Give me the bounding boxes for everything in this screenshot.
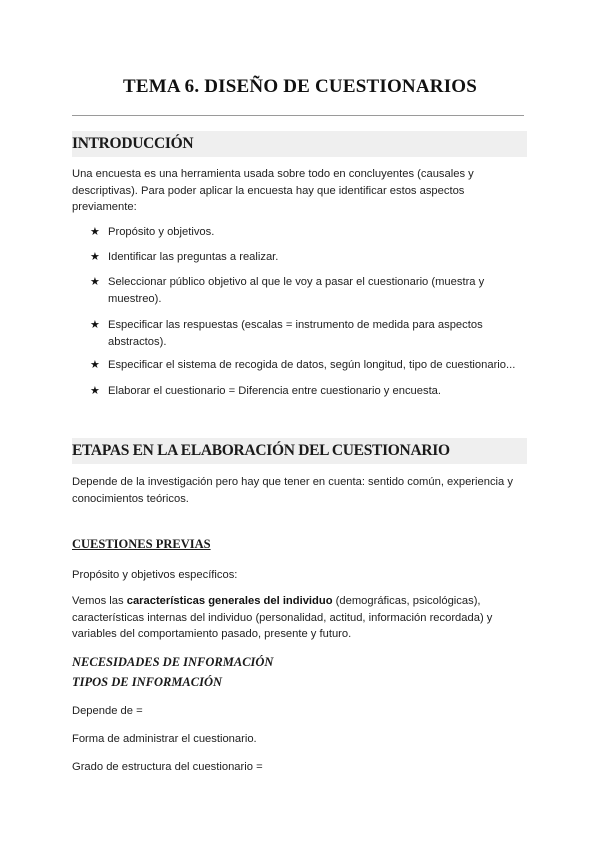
list-item: Elaborar el cuestionario = Diferencia entre cuestionario y encuesta. [108,385,442,397]
star-bullet-icon: ★ [90,226,100,238]
intro-paragraph: Una encuesta es una herramienta usada sobre todo en concluyentes (causales y descriptivas). Para poder aplicar la encuesta hay que identificar estos aspectos previamente: [72,168,474,213]
forma-administrar-line: Forma de administrar el cuestionario. [72,733,257,745]
tipos-heading: TIPOS DE INFORMACIÓN [72,675,223,689]
etapas-heading: ETAPAS EN LA ELABORACIÓN DEL CUESTIONARIO [72,442,450,459]
star-bullet-icon: ★ [90,276,100,288]
necesidades-heading: NECESIDADES DE INFORMACIÓN [72,655,274,669]
proposito-line: Propósito y objetivos específicos: [72,569,238,581]
list-item: Especificar las respuestas (escalas = instrumento de medida para aspectos abstractos). [108,319,483,348]
page-title: TEMA 6. DISEÑO DE CUESTIONARIOS [122,76,478,97]
caracteristicas-paragraph [72,593,522,643]
caracteristicas-text-end: (demográficas, psicológicas), características internas del individuo (personalidad, actitud, información recordada) y variables del comportamiento pasado, presente y futuro. [72,595,493,640]
cuestiones-previas-heading: CUESTIONES PREVIAS [72,537,211,551]
list-item: Especificar el sistema de recogida de datos, según longitud, tipo de cuestionario... [108,359,516,371]
caracteristicas-bold-text: características generales del individuo [126,595,333,607]
intro-heading: INTRODUCCIÓN [72,135,194,152]
star-bullet-icon: ★ [90,251,100,263]
caracteristicas-text-start: Vemos las [72,595,127,607]
depende-de-line: Depende de = [72,705,143,717]
title-divider [72,115,524,116]
list-item: Seleccionar público objetivo al que le voy a pasar el cuestionario (muestra y muestreo). [108,276,485,305]
star-bullet-icon: ★ [90,385,100,397]
grado-estructura-line: Grado de estructura del cuestionario = [72,761,263,773]
list-item: Identificar las preguntas a realizar. [108,251,279,263]
list-item: Propósito y objetivos. [108,226,215,238]
etapas-paragraph: Depende de la investigación pero hay que tener en cuenta: sentido común, experiencia y conocimientos teóricos. [72,476,513,505]
star-bullet-icon: ★ [90,319,100,331]
star-bullet-icon: ★ [90,359,100,371]
